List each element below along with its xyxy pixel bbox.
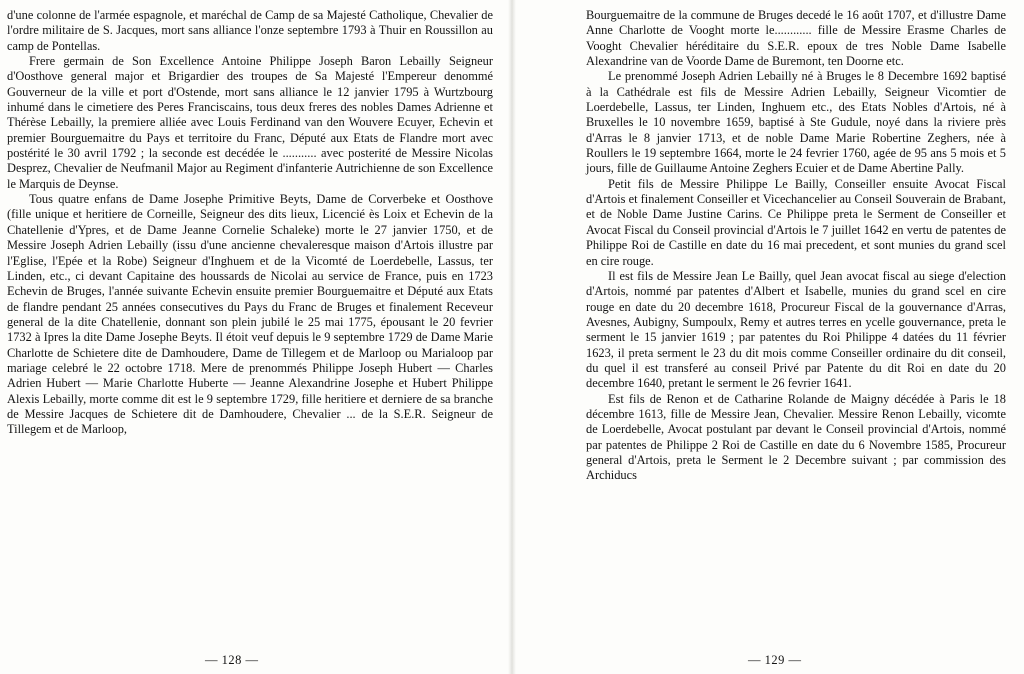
right-paragraph-4: Il est fils de Messire Jean Le Bailly, quel Jean avocat fiscal au siege d'election d'Artois, nommé par patentes d'Albert et Isabelle, munies du grand scel en cire rouge en date du 20 decembre 1618, Procureur Fiscal de la gouvernance d'Arras, Avesnes, Aubigny, Sumpoulx, Remy et autres terres en ycelle gouvernance, preta le serment le 15 janvier 1619 ; par patentes du Roi Philippe 4 datées du 11 février 1623, il preta serment le 23 du dit mois comme Conseiller ordinaire du dit conseil, du quel il est transferé au conseil Privé par Patente du dit Roi en date du 20 decembre 1640, pretant le serment le 26 fevrier 1641. bbox=[586, 268, 1006, 391]
page-number-left: — 128 — bbox=[205, 653, 259, 667]
page-number-right: — 129 — bbox=[748, 653, 802, 667]
right-page bbox=[586, 8, 1006, 484]
left-paragraph-2: Frere germain de Son Excellence Antoine Philippe Joseph Baron Lebailly Seigneur d'Oosthove general major et Brigardier des troupes de Sa Majesté l'Empereur denommé Gouverneur de la ville et port d'Ostende, mort sans alliance le 12 janvier 1795 à Wurtzbourg inhumé dans le cimetiere des Peres Franciscains, tous deux freres des nobles Dames Adrienne et Thérèse Lebailly, la premiere alliée avec Louis Ferdinand van den Wouvere Ecuyer, Echevin et premier Bourguemaitre du Pays et territoire du Franc, Député aux Etats de Flandre mort avec postérité le 30 avril 1792 ; la seconde est decédée le ........... avec posterité de Messire Nicolas Desprez, Chevalier de Neufmanil Major au Regiment d'infanterie Autrichienne de son Excellence le Marquis de Deynse. bbox=[7, 54, 493, 191]
right-paragraph-2: Le prenommé Joseph Adrien Lebailly né à Bruges le 8 Decembre 1692 baptisé à la Cathédrale est fils de Messire Adrien Lebailly, Seigneur Vicomtier de Loerdebelle, Lassus, ter Linden, Inghuem etc., des Etats Nobles d'Artois, né à Bruxelles le 10 novembre 1659, baptisé à Ste Gudule, noyé dans la riviere près d'Arras le 8 janvier 1713, et de noble Dame Marie Robertine Zeghers, née à Roullers le 19 septembre 1664, morte le 24 fevrier 1760, agée de 95 ans 5 mois et 5 jours, fille de Guillaume Antoine Zeghers Ecuier et de Dame Abertine Pally. bbox=[586, 69, 1006, 176]
left-page bbox=[7, 8, 493, 438]
left-paragraph-3: Tous quatre enfans de Dame Josephe Primitive Beyts, Dame de Corverbeke et Oosthove (fille unique et heritiere de Corneille, Seigneur des dits lieux, Licencié ès Loix et Echevin de la Chatellenie d'Ypres, et de Dame Jeanne Cornelie Schaleke) morte le 27 janvier 1750, et de Messire Joseph Adrien Lebailly (issu d'une ancienne chevaleresque maison d'Artois illustre par l'Eglise, l'Epée et la Robe) Seigneur d'Inghuem et de la Vicomté de Loerdebelle, Lassus, ter Linden, etc., ci devant Capitaine des houssards de Nicolai au service de France, puis en 1723 Echevin de Bruges, l'année suivante Echevin ensuite premier Bourguemaitre et Député aux Etats de flandre pendant 25 années consecutives du Pays du Franc de Bruges et finalement Receveur general de la dite Chatellenie, donnant son plein jubilé le 25 mai 1775, épousant le 20 fevrier 1732 à Ipres la dite Dame Josephe Beyts. Il étoit veuf depuis le 9 septembre 1729 de Dame Marie Charlotte de Schietere dite de Damhoudere, Dame de Tillegem et de Marloop ou Marialoop par mariage celebré le 22 octobre 1718. Mere de prenommés Philippe Joseph Hubert — Charles Adrien Hubert — Marie Charlotte Huberte — Jeanne Alexandrine Josephe et Hubert Philippe Alexis Lebailly, morte comme dit est le 9 septembre 1729, fille heritiere et derniere de sa branche de Messire Jacques de Schietere dit de Damhoudere, Chevalier ... de la S.E.R. Seigneur de Tillegem et de Marloop, bbox=[7, 192, 493, 437]
page-gutter bbox=[508, 0, 516, 674]
right-paragraph-3: Petit fils de Messire Philippe Le Bailly, Conseiller ensuite Avocat Fiscal d'Artois et finalement Conseiller et Vicechancelier au Conseil Souverain de Brabant, et de Noble Dame Justine Carins. Ce Philippe preta le Serment de Conseiller et Avocat Fiscal du Conseil provincial d'Artois le 7 juillet 1642 en vertu de patentes de Philippe Roi de Castille en date du 16 mai precedent, et sont munies du grand scel en cire rouge. bbox=[586, 176, 1006, 268]
right-paragraph-1: Bourguemaitre de la commune de Bruges decedé le 16 août 1707, et d'illustre Dame Anne Charlotte de Vooght morte le............ fille de Messire Erasme Charles de Vooght Chevalier héréditaire du S.E.R. epoux de tres Noble Dame Isabelle Alexandrine van de Voorde Dame de Buremont, ten Doorne etc. bbox=[586, 8, 1006, 69]
right-paragraph-5: Est fils de Renon et de Catharine Rolande de Maigny décédée à Paris le 18 décembre 1613, fille de Messire Jean, Chevalier. Messire Renon Lebailly, vicomte de Loerdebelle, Avocat postulant par devant le Conseil provincial d'Artois, nommé par patentes de Philippe 2 Roi de Castille en date du 6 Novembre 1585, Procureur general d'Artois, preta le Serment le 2 Decembre suivant ; par commission des Archiducs bbox=[586, 391, 1006, 483]
left-paragraph-1: d'une colonne de l'armée espagnole, et maréchal de Camp de sa Majesté Catholique, Chevalier de l'ordre militaire de S. Jacques, mort sans alliance l'onze septembre 1793 à Thuir en Roussillon au camp de Pontellas. bbox=[7, 8, 493, 53]
